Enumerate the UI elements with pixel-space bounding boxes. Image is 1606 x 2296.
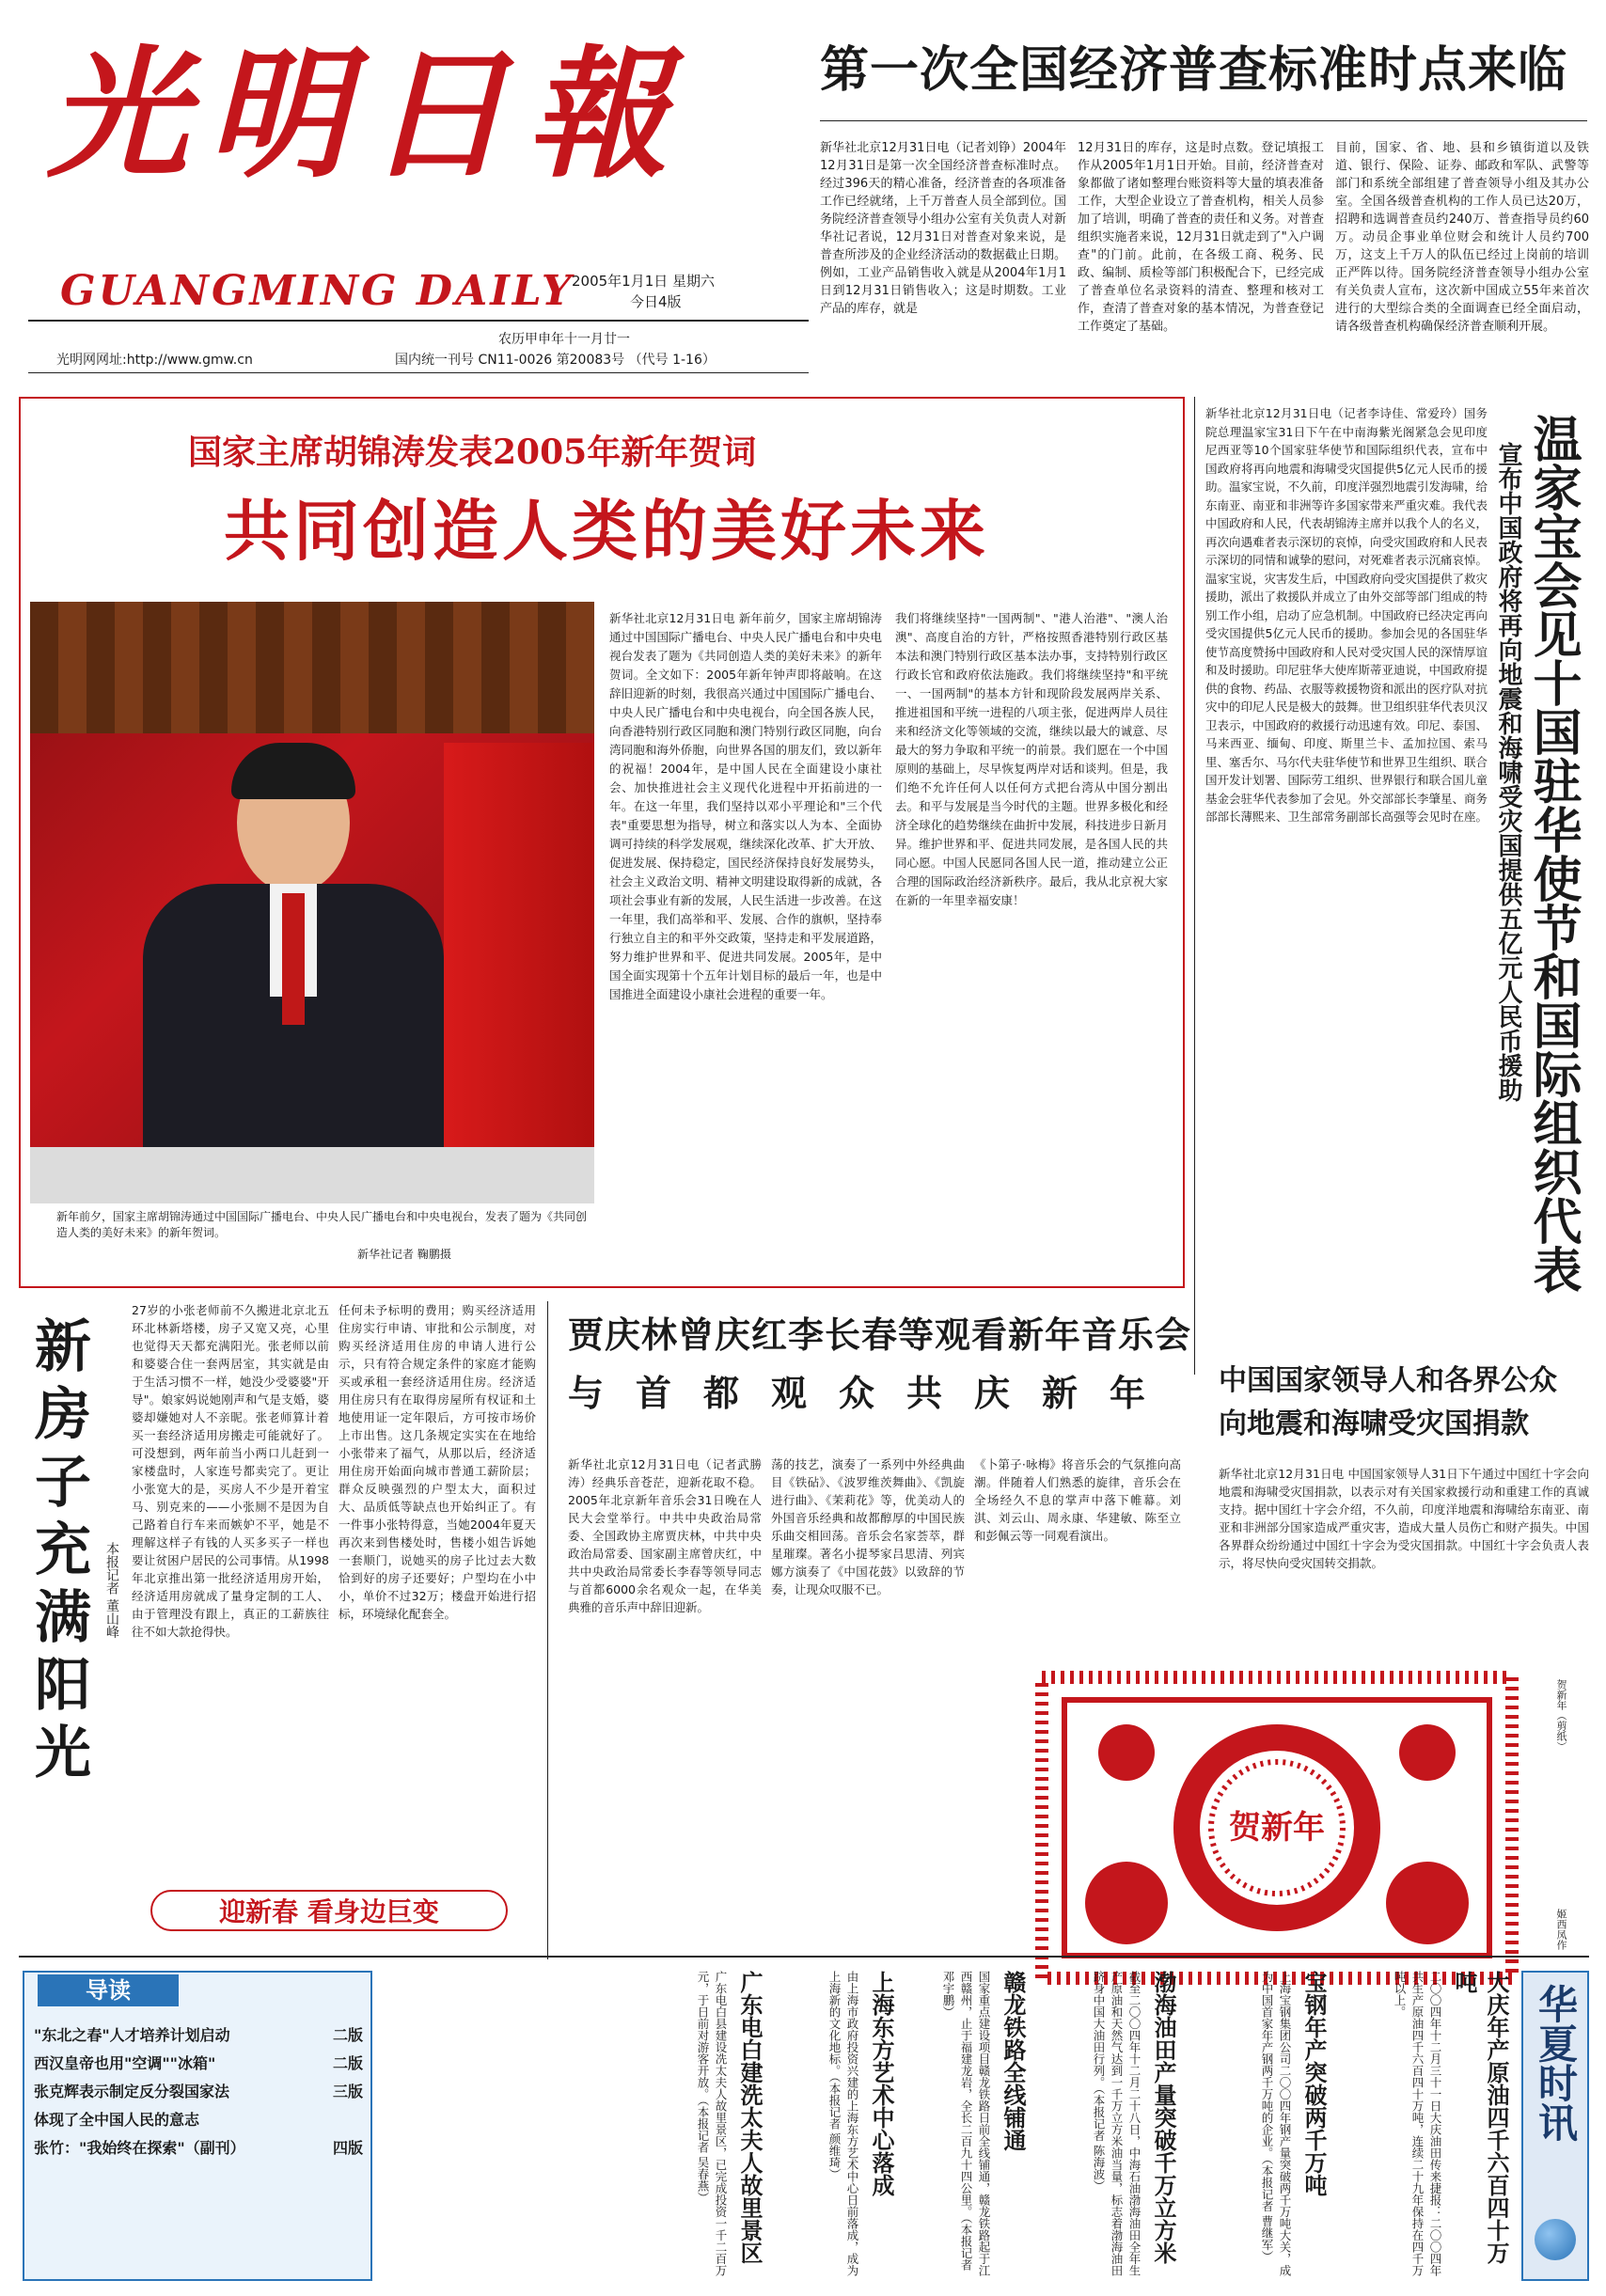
new-spring-banner: 迎新春 看身边巨变 [150,1890,508,1931]
index-item[interactable] [34,2106,363,2134]
index-title: 导读 [38,1974,179,2006]
huaxia-item [1034,1971,1179,2281]
issue-pages: 今日4版 [630,293,682,310]
flag-icon [444,743,594,1175]
huaxia-item-body: 截至二〇〇四年十二月二十八日，中海石油渤海油田全年生产原油和天然气达到一千万立方米油当量，标志着渤海油田跻身中国大油田行列。（本报记者 陈海波） [1092,1971,1142,2276]
huaxia-item-body: 由上海市政府投资兴建的上海东方艺术中心日前落成，成为上海新的文化地标。（本报记者 颜维琦） [827,1971,859,2276]
huaxia-item [1185,1971,1330,2281]
index-item-text: 张克辉表示制定反分裂国家法 [34,2083,230,2100]
new-house-headline: 新房子充满阳光 [25,1316,91,1790]
huaxia-item [639,1971,765,2281]
index-item-text: 张竹："我始终在探索"（副刊） [34,2139,245,2157]
papercut-credit: 姬西凤作 [1555,1909,1567,1950]
huaxia-item-title: 渤海油田产量突破千万立方米 [1150,1971,1176,2264]
concert-col1: 新华社北京12月31日电（记者武勝涛）经典乐音苍茫，迎新花取不稳。2005年北京新年音乐会31日晚在人民大会堂举行。中共中央政治局常委、全国政协主席贾庆林，中共中央政治局常委、国家副主席曾庆红，中共中央政治局常委长李春等领导同志与首都6000余名观众一起，在华美典雅的音乐声中辞旧迎新。 [568,1457,762,1614]
lead-story-headline: 共同创造人类的美好未来 [224,493,989,570]
new-house-col2: 任何未予标明的费用；购买经济适用住房实行申请、审批和公示制度，对购买经济适用住房的申请人进行公示，只有符合规定条件的家庭才能购买或承租一套经济适用住房。经济适用住房只有在取得房屋所有权证和土地使用证一定年限后，方可按市场价上市出售。这几条规定实实在在地给小张带来了福气，从那以后，经济适用住房开始面向城市普通工薪阶层；群众反映强烈的户型太大，面积过大、品质低等缺点也开始纠正了。有一件事小张特得意，当她2004年夏天再次来到售楼处时，售楼小姐告诉她一套顺门，说她买的房子比过去大数恰到好的房子还要好；户型均在小中小，单价不过32万；楼盘开始进行招标，环境绿化配套全。 [339,1303,536,1621]
index-item[interactable] [34,2078,363,2106]
globe-icon [1535,2219,1576,2260]
desk [30,1147,594,1203]
wen-story-subhead: 宣布中国政府将再向地震和海啸受灾国提供五亿元人民币援助 [1494,442,1522,1102]
lunar-date: 农历甲申年十一月廿一 [498,332,630,347]
index-item-text: 体现了全中国人民的意志 [34,2111,200,2129]
issue-date: 2005年1月1日 星期六 [572,273,716,290]
wen-story-body: 新华社北京12月31日电（记者李诗佳、常爱玲）国务院总理温家宝31日下午在中南海紫光阁紧急会见印度尼西亚等10个国家驻华使节和国际组织代表，宣布中国政府将再向地震和海啸受灾国提供5亿元人民币的援助。温家宝说，不久前，印度洋强烈地震引发海啸，给东南亚、南亚和非洲等许多国家带来严重灾难。我代表中国政府和人民，代表胡锦涛主席并以我个人的名义，再次向遇难者表示深切的哀悼，向受灾国政府和人民表示深切的同情和诚挚的慰问，对死难者表示沉痛哀悼。温家宝说，灾害发生后，中国政府向受灾国提供了救灾援助，派出了救援队并成立了由外交部等部门组成的特别工作小组，启动了应急机制。中国政府已经决定再向受灾国提供5亿元人民币的援助。参加会见的各国驻华使节高度赞扬中国政府和人民对受灾国人民的深情厚谊和及时援助。印尼驻华大使库斯蒂亚迪说，中国政府提供的食物、药品、衣服等救援物资和派出的医疗队对抗灾中的印尼人民是极大的鼓舞。世卫组织驻华代表贝汉卫表示，中国政府的救援行动迅速有效。印尼、泰国、马来西亚、缅甸、印度、斯里兰卡、孟加拉国、索马里、塞舌尔、马尔代夫驻华使节和世界卫生组织、联合国开发计划署、国际劳工组织、世界银行和联合国儿童基金会驻华代表参加了会见。外交部部长李肇星、商务部部长薄熙来、卫生部常务副部长高强等会见时在座。 [1205,406,1488,824]
top-story-col2: 12月31日的库存，这是时点数。登记填报工作从2005年1月1日开始。目前，经济普查对象都做了诸如整理台账资料等大量的填表准备工作，大型企业设立了普查机构，相关人员参加了培训，明确了普查的责任和义务。对普查组织实施者来说，12月31日就走到了"入户调查"的门前。此前，在各级工商、税务、民政、编制、质检等部门积极配合下，已经完成了普查单位名录资料的清查、整理和核对工作，查清了普查对象的基本情况，为普查登记工作奠定了基础。 [1078,141,1324,334]
speaker-tie [282,893,305,1025]
top-story-col3: 目前，国家、省、地、县和乡镇街道以及铁道、银行、保险、证券、邮政和军队、武警等部门和系统全部组建了普查领导小组及其办公室。全国各级普查机构的工作人员已达20万，招聘和选调普查员约240万、普查指导员约60万。动员企事业单位财会和统计人员约700万，这支上千万人的队伍已经过上岗前的培训正严阵以待。国务院经济普查领导小组办公室有关负责人宣布，这次新中国成立55年来首次进行的大型综合类的全面调查已经全面启动，请各级普查机构确保经济普查顺利开展。 [1335,141,1589,334]
index-item-text: "东北之春"人才培养计划启动 [34,2026,230,2044]
huaxia-news-list [386,1971,1512,2281]
papercut-label: 贺新年 [1229,1809,1325,1847]
huaxia-item-body: 广东电白县建设冼太夫人故里景区，已完成投资一千二百万元，于日前对游客开放。（本报记者 吴春燕） [696,1971,728,2276]
masthead-rule [28,320,809,322]
wen-story-headline: 温家宝会见十国驻华使节和国际组织代表 [1524,414,1581,1294]
huaxia-item-title: 大庆年产原油四千六百四十万吨 [1451,1971,1509,2264]
lead-photo-caption: 新年前夕，国家主席胡锦涛通过中国国际广播电台、中央人民广播电台和中央电视台，发表了题为《共同创造人类的美好未来》的新年贺词。 [56,1210,588,1239]
bottom-rule [19,1956,1589,1958]
masthead-rule-bottom [28,372,809,373]
index-item[interactable] [34,2021,363,2050]
lead-story-col2: 我们将继续坚持"一国两制"、"港人治港"、"澳人治澳"、高度自治的方针，严格按照香港特别行政区基本法和澳门特别行政区基本法办事，支持特别行政区行政长官和政府依法施政。我们将继续坚持"和平统一、一国两制"的基本方针和现阶段发展两岸关系、推进祖国和平统一进程的八项主张，促进两岸人员往来和经济文化等领域的交流，继续以最大的诚意、尽最大的努力争取和平统一的前景。我们愿在一个中国原则的基础上，尽早恢复两岸对话和谈判。但是，我们绝不允许任何人以任何方式把台湾从中国分割出去。和平与发展是当今时代的主题。世界多极化和经济全球化的趋势继续在曲折中发展，科技进步日新月异。维护世界和平、促进共同发展，是各国人民的共同心愿。中国人民愿同各国人民一道，推动建立公正合理的国际政治经济新秩序。最后，我从北京祝大家在新的一年里幸福安康！ [895,611,1168,907]
top-story-col1: 新华社北京12月31日电（记者刘铮）2004年12月31日是第一次全国经济普查标准时点。经过396天的精心准备，经济普查的各项准备工作已经就绪，上千万普查人员全部到位。国务院经济普查领导小组办公室有关负责人对新华社记者说，12月31日对普查对象来说，是普查所涉及的企业经济活动的数据截止日期。例如，工业产品销售收入就是从2004年1月1日到12月31日销售收入；这是时期数。工业产品的库存，就是 [820,141,1066,316]
huaxia-item-body: 上海宝钢集团公司二〇〇四年钢产量突破两千万吨大关，成为中国首家年产钢两千万吨的企业。（本报记者 曹继军） [1260,1971,1292,2276]
concert-col3: 《卜第子·咏梅》将音乐会的气氛推向高潮。伴随着人们熟悉的旋律，音乐会在全场经久不息的掌声中落下帷幕。刘淇、刘云山、周永康、华建敏、陈至立和彭佩云等一同观看演出。 [974,1457,1181,1543]
huaxia-item-title: 上海东方艺术中心落成 [868,1971,894,2196]
bookshelf-icon [30,602,594,733]
concert-headline-line2: 与首都观众共庆新年 [568,1373,1178,1414]
lead-photo-credit: 新华社记者 鞠鹏摄 [357,1248,451,1261]
right-column-rule [1194,397,1195,1375]
huaxia-item-body: 二〇〇四年十二月三十一日大庆油田传来捷报：二〇〇四年共生产原油四千六百四十万吨，连续二十九年保持在四千万吨以上。 [1393,1971,1442,2276]
left-divider [547,1301,548,1959]
new-house-col1: 27岁的小张老师前不久搬进北京北五环北林新塔楼，房子又宽又亮，心里也觉得天天都充满阳光。张老师以前和婆婆合住一套两居室，其实就是由于生活习惯不一样，她没少受婆婆"开导"。娘家妈说她刚声和气是支婚，婆婆却嫌她对人不亲昵。张老师算计着买一套经济适用房搬走可能就好了。可没想到，两年前当小两口儿赶到一家楼盘时，人家连号都卖完了。更让小张宽大的是，买房人不少是开着宝马、别克来的——小张厕不是因为自己路着自行车来而嫉妒不平，她是不理解这样子有钱的人买多买子一样也要让贫困户居民的公司事情。从1998年北京推出第一批经济适用房开始，经济适用房就成了量身定制的工人、由于管理没有跟上，真正的工薪族往往不如大款抢得快。 [132,1303,329,1639]
donation-headline-line2: 向地震和海啸受灾国捐款 [1219,1407,1529,1440]
index-item-text: 西汉皇帝也用"空调""冰箱" [34,2054,216,2072]
concert-headline-line1: 贾庆林曾庆红李长春等观看新年音乐会 [568,1314,1192,1356]
speaker-hair [231,743,355,799]
huaxia-item [771,1971,897,2281]
donation-headline-line1: 中国国家领导人和各界公众 [1219,1364,1557,1397]
lead-story-col1: 新华社北京12月31日电 新年前夕，国家主席胡锦涛通过中国国际广播电台、中央人民广播电台和中央电视台发表了题为《共同创造人类的美好未来》的新年贺词。全文如下：2005年新年钟声即将敲响。在这辞旧迎新的时刻，我很高兴通过中国国际广播电台、中央人民广播电台和中央电视台，向全国各族人民，向香港特别行政区同胞和澳门特别行政区同胞，向台湾同胞和海外侨胞，向世界各国的朋友们，致以新年的祝福！2004年，是中国人民在全面建设小康社会、加快推进社会主义现代化进程中开拓前进的一年。在这一年里，我们坚持以邓小平理论和"三个代表"重要思想为指导，树立和落实以人为本、全面协调可持续的科学发展观，继续深化改革、扩大开放、促进发展、保持稳定，国民经济保持良好发展势头，社会主义政治文明、精神文明建设取得新的成就，各项社会事业有新的发展，人民生活进一步改善。在这一年里，我们高举和平、发展、合作的旗帜，坚持奉行独立自主的和平外交政策，坚持走和平发展道路，努力维护世界和平、促进共同发展。2005年，是中国全面实现第十个五年计划目标的最后一年，也是中国推进全面建设小康社会进程的重要一年。 [609,611,882,1001]
index-item-page: 三版 [332,2083,363,2100]
serial-number: 国内统一刊号 CN11-0026 第20083号 （代号 1-16） [395,353,716,368]
index-item-page: 二版 [332,2054,363,2072]
papercut-caption: 贺新年（剪纸） [1555,1679,1567,1752]
huaxia-item-title: 广东电白建洗太夫人故里景区 [736,1971,763,2264]
new-house-byline: 本报记者 董山峰 [104,1542,119,1639]
huaxia-title: 华夏时讯 [1533,1984,1579,2142]
masthead [28,21,809,378]
concert-col2: 荡的技艺，演奏了一系列中外经典曲目《铁砧》、《波罗维茨舞曲》、《凯旋进行曲》、《茉莉花》等，优美动人的外国音乐经典和故都醇厚的中国民族乐曲交相回荡。音乐会名家荟萃，群星璀璨。著名小提琴家吕思清、列宾娜方演奏了《中国花鼓》以致辞的节奏，让现众叹服不已。 [771,1457,965,1596]
donation-body: 新华社北京12月31日电 中国国家领导人31日下午通过中国红十字会向地震和海啸受灾国捐款，以表示对有关国家救援行动和重建工作的真诚支持。据中国红十字会介绍，不久前，印度洋地震和海啸给东南亚、南亚和非洲部分国家造成严重灾害，造成大量人员伤亡和财产损失。中国各界群众纷纷通过中国红十字会为受灾国捐款。中国红十字会负责人表示，将尽快向受灾国转交捐款。 [1219,1467,1589,1570]
index-item-page: 二版 [332,2026,363,2044]
huaxia-item-title: 宝钢年产突破两千万吨 [1300,1971,1327,2196]
lead-story-kicker: 国家主席胡锦涛发表2005年新年贺词 [188,432,757,472]
huaxia-item [1335,1971,1512,2281]
huaxia-item [903,1971,1029,2281]
top-story-headline: 第一次全国经济普查标准时点来临 [820,42,1568,99]
website-url[interactable]: 光明网网址:http://www.gmw.cn [56,353,253,368]
huaxia-item-title: 赣龙铁路全线铺通 [1000,1971,1026,2151]
top-story-rule [820,120,1587,121]
lead-story-photo [30,602,594,1203]
index-list [34,2021,363,2162]
masthead-title-cn: 光明日報 [47,32,687,197]
huaxia-item-body: 国家重点建设项目赣龙铁路日前全线铺通，赣龙铁路起于江西赣州，止于福建龙岩，全长二百九十四公里。（本报记者 邓宇鹏） [941,1971,991,2276]
index-item[interactable] [34,2134,363,2162]
masthead-title-en: GUANGMING DAILY [60,267,575,315]
index-item[interactable] [34,2050,363,2078]
index-item-page: 四版 [332,2139,363,2157]
papercut-image [1023,1659,1531,1997]
